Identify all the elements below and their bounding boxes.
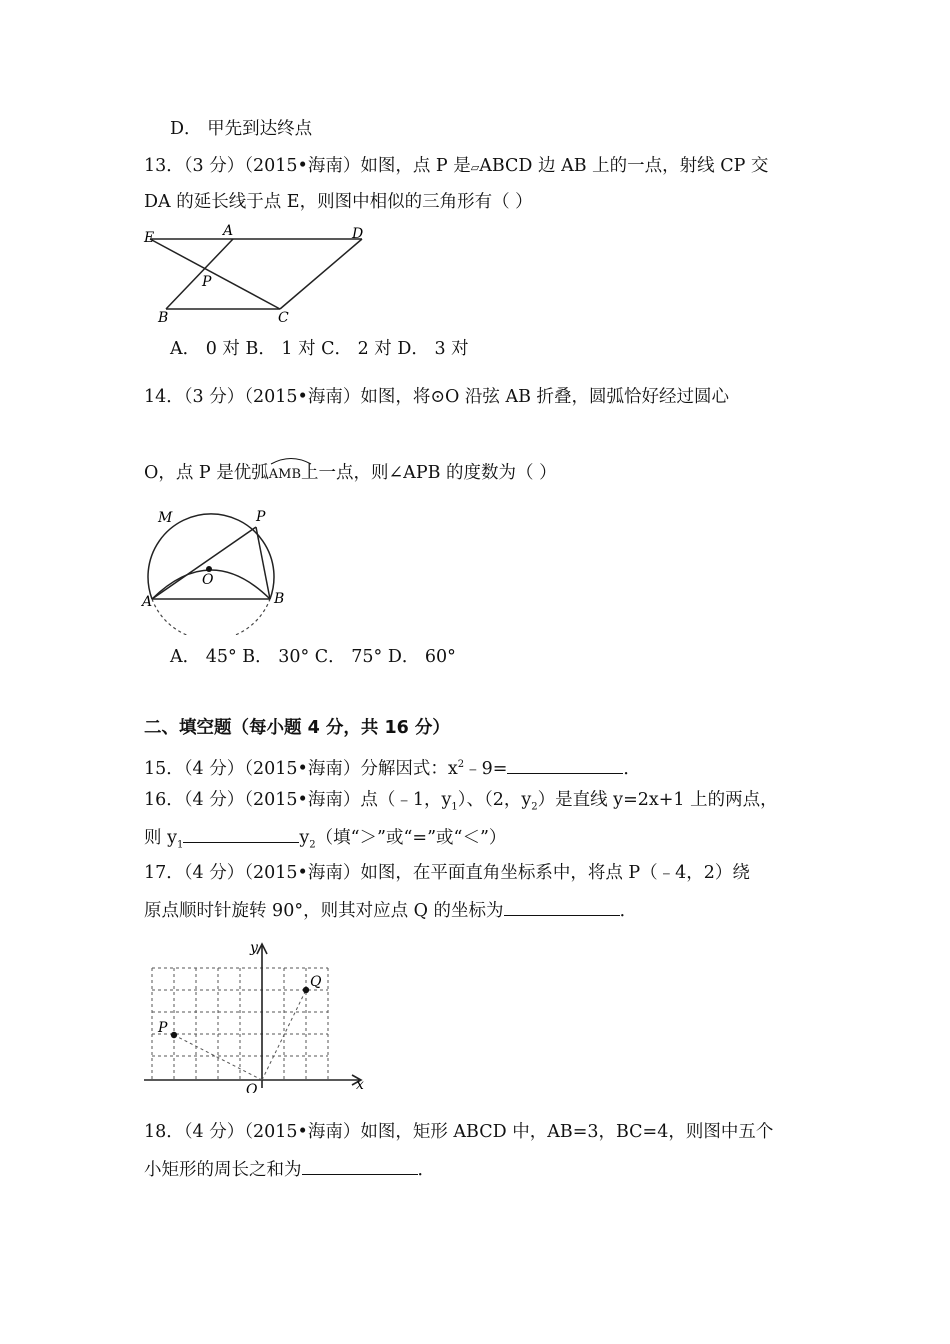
- answer-blank-16[interactable]: [183, 826, 299, 843]
- grid: [152, 968, 328, 1080]
- label-x: x: [356, 1077, 364, 1093]
- point-Q: [303, 987, 309, 993]
- section-title: 二、填空题（每小题 4 分，共 16 分）: [144, 718, 450, 738]
- q17-end: ．: [619, 901, 638, 921]
- q16-text-c: ）是直线 y=2x+1 上的两点，: [537, 790, 778, 810]
- label-A: A: [142, 594, 153, 610]
- q15-exponent: 2: [457, 759, 465, 770]
- label-B: B: [158, 310, 169, 326]
- minor-arc-dashed: [152, 599, 270, 635]
- q15-text-a: 15．（4 分）（2015•海南）分解因式：x: [144, 758, 458, 779]
- q13-stem-line2: DA 的延长线于点 E，则图中相似的三角形有（ ）: [144, 192, 533, 212]
- q18-end: ．: [417, 1160, 435, 1180]
- q15-stem: [144, 754, 641, 780]
- q16-sub2: 2: [531, 801, 538, 813]
- line-AP: [152, 527, 256, 599]
- q17-stem-line1: 17．（4 分）（2015•海南）如图，在平面直角坐标系中，将点 P（﹣4，2）绕: [144, 863, 750, 883]
- q16-text-e: y: [299, 828, 310, 848]
- q17-text-a: 原点顺时针旋转 90°，则其对应点 Q 的坐标为: [144, 901, 504, 921]
- q16-text-f: （填“＞”或“=”或“＜”）: [315, 828, 507, 848]
- q17-coordinate-figure: [140, 938, 372, 1093]
- q16-stem-line1: [144, 789, 778, 819]
- label-M: M: [158, 510, 173, 526]
- q16-sub4: 2: [309, 839, 316, 851]
- line-BA: [166, 239, 233, 309]
- q16-sub3: 1: [176, 839, 184, 851]
- label-y: y: [250, 940, 258, 956]
- label-E: E: [144, 230, 155, 246]
- q16-text-d: 则 y: [144, 828, 177, 848]
- q18-stem-line1: 18．（4 分）（2015•海南）如图，矩形 ABCD 中，AB=3，BC=4，则图中五个: [144, 1122, 774, 1142]
- q16-text-a: 16．（4 分）（2015•海南）点（﹣1，y: [144, 790, 452, 810]
- label-B: B: [274, 591, 285, 607]
- arc-AMB: [269, 462, 301, 486]
- q13-stem-line1: [144, 155, 768, 179]
- q15-end: ．: [623, 758, 641, 779]
- label-Q: Q: [310, 974, 322, 990]
- label-D: D: [352, 226, 364, 242]
- q14-stem-line1: 14．（3 分）（2015•海南）如图，将⊙O 沿弦 AB 折叠，圆弧恰好经过圆心: [144, 387, 730, 407]
- label-O: O: [202, 572, 214, 588]
- q16-sub1: 1: [451, 801, 458, 813]
- q14-circle-figure: [140, 505, 290, 635]
- answer-blank-18[interactable]: [302, 1158, 418, 1175]
- label-P: P: [202, 274, 212, 290]
- q12-option-d: D． 甲先到达终点: [170, 119, 313, 139]
- q18-text-a: 小矩形的周长之和为: [144, 1160, 302, 1180]
- q14-text-a: O，点 P 是优弧: [144, 463, 269, 483]
- q13-text-a: 13．（3 分）（2015•海南）如图，点 P 是: [144, 156, 471, 176]
- q17-stem-line2: [144, 899, 637, 922]
- q16-stem-line2: [144, 826, 506, 857]
- label-A: A: [223, 223, 234, 239]
- answer-blank-17[interactable]: [504, 899, 620, 916]
- arc-AMB-text: AMB: [268, 467, 302, 482]
- q16-text-b: ）、（2，y: [457, 790, 532, 810]
- q13-options: A． 0 对 B． 1 对 C． 2 对 D． 3 对: [170, 339, 469, 359]
- label-O: O: [246, 1082, 258, 1093]
- label-P: P: [158, 1020, 168, 1036]
- q14-text-b: 上一点，则∠APB 的度数为（ ）: [301, 463, 557, 483]
- label-C: C: [278, 310, 289, 326]
- arc-mark-icon: [269, 455, 313, 465]
- line-CD: [280, 239, 362, 309]
- label-P: P: [256, 509, 266, 525]
- point-P: [171, 1032, 177, 1038]
- q18-stem-line2: [144, 1158, 435, 1181]
- q15-text-b: ﹣9=: [464, 758, 508, 779]
- line-EC: [150, 239, 280, 309]
- q14-options: A． 45° B． 30° C． 75° D． 60°: [170, 647, 456, 667]
- parallelogram-symbol: ▱: [470, 161, 480, 174]
- q13-parallelogram-figure: [140, 222, 372, 327]
- q14-stem-line2: [144, 462, 557, 486]
- answer-blank-15[interactable]: [507, 757, 623, 774]
- q13-text-b: ABCD 边 AB 上的一点，射线 CP 交: [479, 156, 769, 176]
